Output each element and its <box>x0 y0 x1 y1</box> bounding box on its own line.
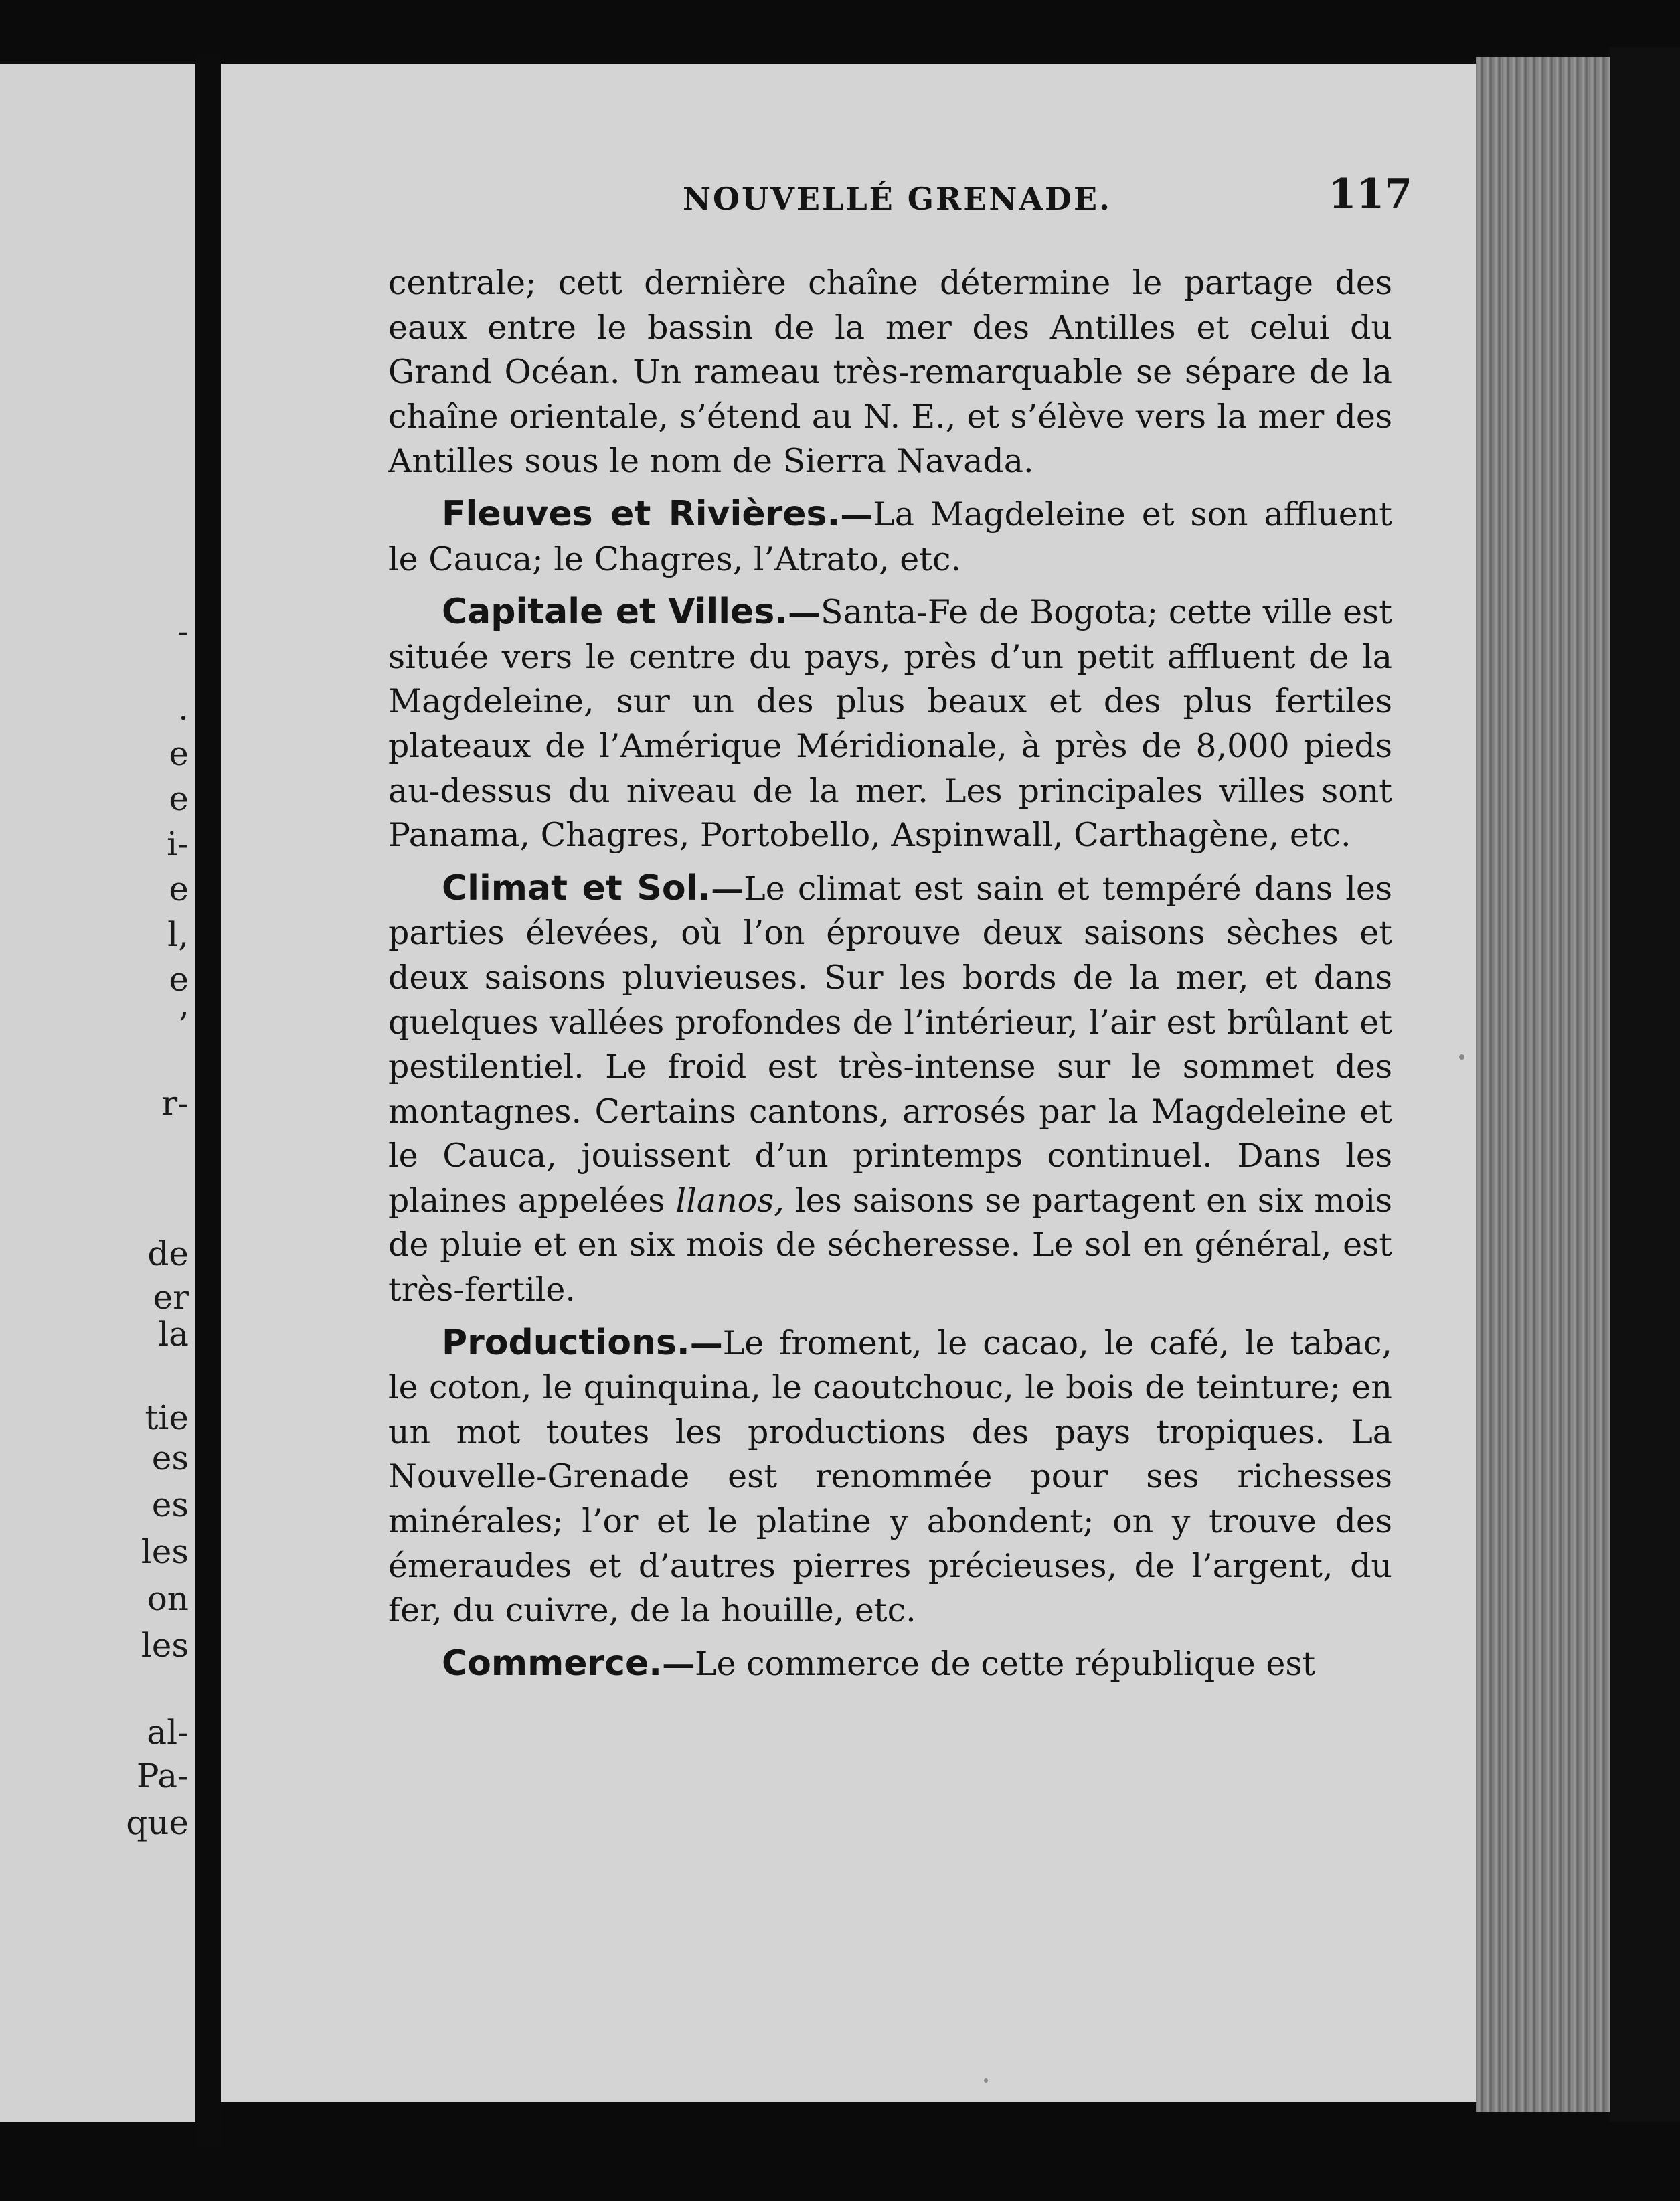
previous-page-line-fragment: l, <box>167 915 189 954</box>
section-climate <box>388 866 1392 1313</box>
previous-page-line-fragment: e <box>169 779 189 818</box>
page-number: 117 <box>1328 171 1412 218</box>
previous-page-line-fragment: la <box>158 1315 189 1354</box>
section-text: Santa-Fe de Bogota; cette ville est située vers le centre du pays, près d’un petit affluent de la Magdeleine, sur un des plus beaux et des plus fertiles plateaux de l’Amérique Méridionale, à près de 8,000 pieds au-dessus du niveau de la mer. Les principales villes sont Panama, Chagres, Portobello, Aspinwall, Carthagène, etc. <box>388 593 1392 855</box>
previous-page-edge <box>0 64 195 2122</box>
em-dash: — <box>840 494 873 534</box>
previous-page-line-fragment: Pa- <box>136 1757 189 1795</box>
page-speck <box>984 2078 988 2083</box>
page-block-edges <box>1476 57 1616 2112</box>
section-heading: Productions. <box>442 1322 690 1363</box>
previous-page-line-fragment: on <box>147 1579 189 1618</box>
previous-page-line-fragment: es <box>151 1485 189 1524</box>
section-text: Le commerce de cette république est <box>695 1644 1316 1683</box>
previous-page-line-fragment: e <box>169 734 189 773</box>
paragraph-continuation: centrale; cett dernière chaîne détermine le partage des eaux entre le bassin de la mer des Antilles et celui du Grand Océan. Un rameau très-remarquable se sépare de la chaîne orientale, s’étend au N. E., et s’élève vers la mer des Antilles sous le nom de Sierra Navada. <box>388 264 1392 481</box>
section-text: les saisons se partagent en six mois de pluie et en six mois de sécheresse. Le sol en général, est très-fertile. <box>388 1181 1393 1309</box>
previous-page-line-fragment: es <box>151 1439 189 1477</box>
previous-page-line-fragment: . <box>178 689 189 728</box>
book-page <box>221 64 1479 2102</box>
previous-page-line-fragment: tie <box>145 1398 189 1437</box>
section-heading: Climat et Sol. <box>442 868 711 908</box>
italic-term: llanos, <box>675 1181 784 1220</box>
em-dash: — <box>689 1323 723 1362</box>
section-text: Le climat est sain et tempéré dans les parties élevées, où l’on éprouve deux saisons sèches et deux saisons pluvieuses. Sur les bords de la mer, et dans quelques vallées profondes de l’intérieur, l’air est brûlant et pestilentiel. Le froid est très-intense sur le sommet des montagnes. Certains cantons, arrosés par la Magdeleine et le Cauca, jouissent d’un printemps continuel. Dans les plaines appelées <box>388 869 1393 1220</box>
em-dash: — <box>788 592 821 632</box>
scan-border <box>1610 47 1680 2122</box>
previous-page-line-fragment: r- <box>161 1084 189 1123</box>
section-text: Le froment, le cacao, le café, le tabac, le coton, le quinquina, le caoutchouc, le bois de teinture; en un mot toutes les productions des pays tropiques. La Nouvelle-Grenade est renommée pour ses richesses minérales; l’or et le platine y abondent; on y trouve des émeraudes et d’autres pierres précieuses, de l’argent, du fer, du cuivre, de la houille, etc. <box>388 1323 1392 1630</box>
section-heading: Capitale et Villes. <box>442 592 788 633</box>
em-dash: — <box>711 868 744 908</box>
section-productions <box>388 1321 1392 1633</box>
previous-page-line-fragment: e <box>169 960 189 999</box>
page-body <box>388 261 1392 1694</box>
section-heading: Commerce. <box>442 1643 663 1684</box>
previous-page-line-fragment: e <box>169 870 189 908</box>
section-heading: Fleuves et Rivières. <box>442 493 841 534</box>
previous-page-line-fragment: ’ <box>178 1005 189 1044</box>
previous-page-line-fragment: de <box>147 1234 189 1273</box>
section-commerce <box>388 1641 1392 1687</box>
previous-page-line-fragment: al- <box>147 1713 189 1752</box>
em-dash: — <box>662 1643 695 1683</box>
previous-page-line-fragment: les <box>141 1626 189 1665</box>
previous-page-line-fragment: - <box>177 612 189 651</box>
running-head: NOUVELLÉ GRENADE. <box>683 181 1112 217</box>
section-capital <box>388 590 1392 858</box>
section-rivers <box>388 492 1392 582</box>
previous-page-line-fragment: i- <box>167 825 189 864</box>
book-gutter <box>195 54 222 2149</box>
previous-page-line-fragment: les <box>141 1532 189 1571</box>
previous-page-line-fragment: que <box>126 1803 189 1842</box>
previous-page-line-fragment: er <box>153 1278 189 1317</box>
page-speck <box>1459 1054 1464 1060</box>
section-text: La Magdeleine et son affluent le Cauca; le Chagres, l’Atrato, etc. <box>388 495 1392 578</box>
